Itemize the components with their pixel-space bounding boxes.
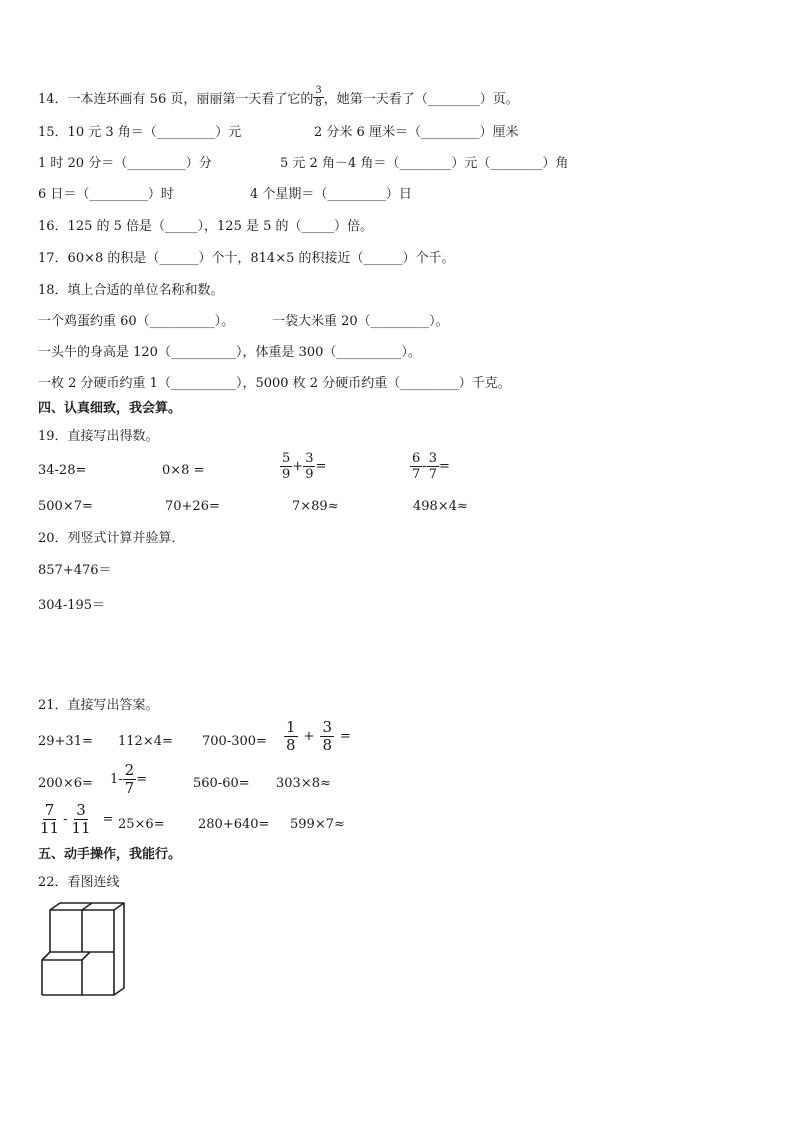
q14-pre: 14．一本连环画有 56 页，丽丽第一天看了它的 xyxy=(38,92,314,107)
frac-den: 11 xyxy=(71,819,91,837)
q20-b: 304-195＝ xyxy=(38,598,106,613)
operator: - xyxy=(422,459,427,474)
frac-den: 8 xyxy=(286,736,296,754)
q22-title: 22．看图连线 xyxy=(38,875,120,890)
q21-r3-3: 280+640= xyxy=(198,817,270,832)
minuend: 1- xyxy=(110,772,123,787)
q20-title: 20．列竖式计算并验算． xyxy=(38,531,185,546)
section-5-heading: 五、动手操作，我能行。 xyxy=(38,847,182,862)
q21-title: 21．直接写出答案。 xyxy=(38,698,159,713)
frac-den: 9 xyxy=(305,467,314,482)
q21-r2-1: 200×6= xyxy=(38,776,93,791)
q18-c: 一头牛的身高是 120（__________），体重是 300（__________）。 xyxy=(38,345,421,360)
frac-num: 1 xyxy=(286,718,296,736)
frac-num: 7 xyxy=(44,801,55,819)
section-4-heading: 四、认真细致，我会算。 xyxy=(38,401,182,416)
q20-a: 857+476＝ xyxy=(38,563,112,578)
frac-den: 8 xyxy=(322,736,332,754)
q21-f3-left xyxy=(38,803,61,836)
operator: + xyxy=(292,459,304,474)
q19-r2-2: 70+26= xyxy=(165,499,220,514)
q14-frac-den: 8 xyxy=(315,98,322,109)
q21-r2-3: 560-60= xyxy=(193,776,250,791)
q15-a: 15．10 元 3 角＝（_________）元 xyxy=(38,125,242,140)
q19-f1-left xyxy=(280,452,292,481)
cube-stack-figure xyxy=(38,900,133,1000)
q18-d: 一枚 2 分硬币约重 1（__________），5000 枚 2 分硬币约重（_________）千克。 xyxy=(38,376,511,391)
frac-den: 9 xyxy=(282,467,291,482)
q17-text: 17．60×8 的积是（______）个十，814×5 的积接近（______）个千。 xyxy=(38,251,455,266)
equals: = xyxy=(102,812,114,827)
q21-f1-right xyxy=(320,720,334,753)
q21-f1-left xyxy=(284,720,298,753)
frac-den: 7 xyxy=(124,779,135,797)
q19-r1-1: 34-28= xyxy=(38,463,87,478)
q16-text: 16．125 的 5 倍是（_____），125 是 5 的（_____）倍。 xyxy=(38,219,374,234)
frac-num: 3 xyxy=(322,718,332,736)
q21-frac-expr-3 xyxy=(38,803,114,836)
frac-den: 11 xyxy=(40,819,60,837)
q18-b: 一袋大米重 20（_________）。 xyxy=(272,314,449,329)
frac-num: 3 xyxy=(305,451,314,466)
q14-post: ，她第一天看了（________）页。 xyxy=(323,92,519,107)
q14-fraction xyxy=(313,86,323,109)
frac-num: 5 xyxy=(282,451,291,466)
q15-c: 1 时 20 分＝（_________）分 xyxy=(38,156,212,171)
q21-frac-expr-1 xyxy=(284,720,351,753)
q21-r3-2: 25×6= xyxy=(118,817,165,832)
equals: = xyxy=(340,729,351,744)
q15-b: 2 分米 6 厘米＝（_________）厘米 xyxy=(314,125,519,140)
q21-r3-4: 599×7≈ xyxy=(290,817,345,832)
q19-frac-expr-1 xyxy=(280,452,326,481)
q21-r1-2: 112×4= xyxy=(118,734,173,749)
q19-r2-4: 498×4≈ xyxy=(413,499,468,514)
operator: - xyxy=(63,812,68,827)
q14-frac-num: 3 xyxy=(315,85,322,96)
q21-frac-expr-2 xyxy=(110,763,147,796)
q19-f2-left xyxy=(410,452,422,481)
frac-den: 7 xyxy=(428,467,437,482)
q19-r2-1: 500×7= xyxy=(38,499,93,514)
q19-frac-expr-2 xyxy=(410,452,450,481)
equals: = xyxy=(315,459,327,474)
q19-title: 19．直接写出得数。 xyxy=(38,429,159,444)
equals: = xyxy=(438,459,450,474)
q21-r2-4: 303×8≈ xyxy=(276,776,331,791)
q19-f1-right xyxy=(303,452,315,481)
q19-r2-3: 7×89≈ xyxy=(292,499,339,514)
frac-num: 2 xyxy=(124,761,135,779)
q18-a: 一个鸡蛋约重 60（__________）。 xyxy=(38,314,235,329)
frac-num: 3 xyxy=(428,451,437,466)
frac-den: 7 xyxy=(412,467,421,482)
q18-title: 18．填上合适的单位名称和数。 xyxy=(38,283,224,298)
frac-num: 3 xyxy=(76,801,86,819)
q21-f2-frac xyxy=(123,763,137,796)
operator: + xyxy=(303,729,315,744)
q21-r1-1: 29+31= xyxy=(38,734,93,749)
q15-f: 4 个星期＝（_________）日 xyxy=(250,187,412,202)
q14-line xyxy=(38,86,519,109)
q21-f3-right xyxy=(70,803,93,836)
q19-r1-2: 0×8 = xyxy=(162,463,205,478)
q19-f2-right xyxy=(427,452,439,481)
q15-d: 5 元 2 角－4 角＝（________）元（________）角 xyxy=(280,156,569,171)
q15-e: 6 日＝（_________）时 xyxy=(38,187,174,202)
q21-r1-3: 700-300= xyxy=(202,734,267,749)
equals: = xyxy=(136,772,148,787)
frac-num: 6 xyxy=(412,451,421,466)
